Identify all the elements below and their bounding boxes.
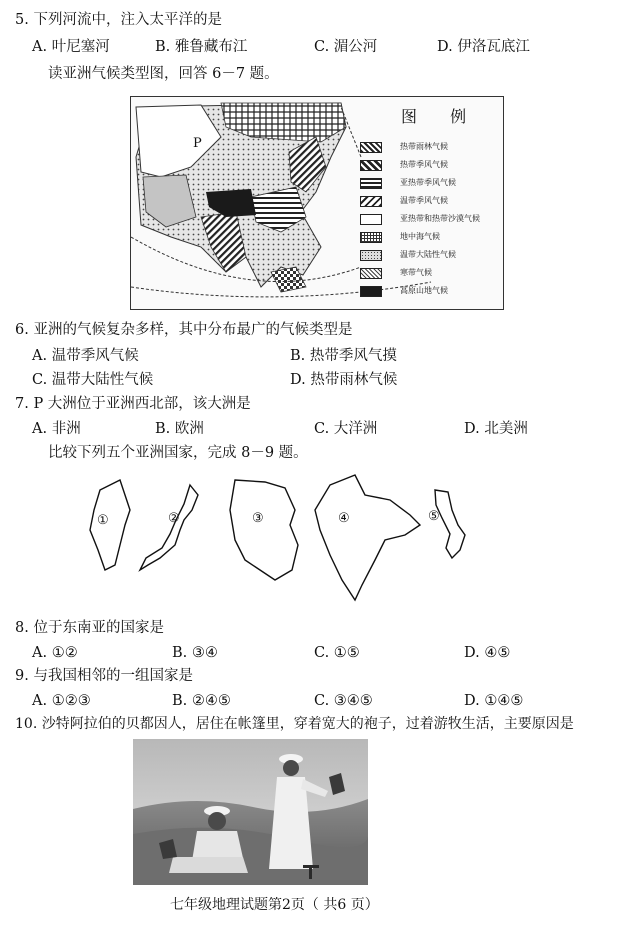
q7-option-c: C. 大洋洲 bbox=[314, 421, 378, 437]
country-label-3: ③ bbox=[252, 511, 264, 526]
legend-label: 热带季风气候 bbox=[400, 160, 448, 169]
country-label-5: ⑤ bbox=[428, 509, 440, 524]
q5-option-c: C. 湄公河 bbox=[314, 39, 378, 55]
bedouin-photo bbox=[133, 739, 368, 885]
q7-option-b: B. 欧洲 bbox=[155, 421, 204, 437]
q6-option-a: A. 温带季风气候 bbox=[32, 348, 139, 364]
q8-option-c: C. ①⑤ bbox=[314, 645, 360, 661]
intro-6-7: 读亚洲气候类型图，回答 6－7 题。 bbox=[48, 66, 279, 82]
q6-option-b: B. 热带季风气摸 bbox=[290, 348, 397, 364]
legend-label: 热带雨林气候 bbox=[400, 142, 448, 151]
q5-option-d: D. 伊洛瓦底江 bbox=[437, 39, 530, 55]
legend-swatch bbox=[360, 196, 382, 207]
country-outline-4 bbox=[315, 475, 420, 600]
legend-label: 亚热带季风气候 bbox=[400, 178, 456, 187]
q5-option-b: B. 雅鲁藏布江 bbox=[155, 39, 248, 55]
legend-label: 温带季风气候 bbox=[400, 196, 448, 205]
country-outlines bbox=[80, 470, 480, 610]
country-outline-5 bbox=[435, 490, 465, 558]
q8-option-b: B. ③④ bbox=[172, 645, 218, 661]
q10-stem: 10. 沙特阿拉伯的贝都因人，居住在帐篷里，穿着宽大的袍子，过着游牧生活，主要原因是 bbox=[15, 716, 574, 732]
legend-swatch bbox=[360, 232, 382, 243]
country-outline-1 bbox=[90, 480, 130, 570]
q6-option-d: D. 热带雨林气候 bbox=[290, 372, 398, 388]
bedouin-photo-graphic bbox=[133, 739, 368, 885]
legend-label: 温带大陆性气候 bbox=[400, 250, 456, 259]
q8-stem: 8. 位于东南亚的国家是 bbox=[15, 620, 164, 636]
legend-swatch bbox=[360, 178, 382, 189]
legend-swatch bbox=[360, 214, 382, 225]
q5-stem: 5. 下列河流中，注入太平洋的是 bbox=[15, 12, 222, 28]
legend-label: 寒带气候 bbox=[400, 268, 432, 277]
q9-stem: 9. 与我国相邻的一组国家是 bbox=[15, 668, 193, 684]
map-legend-title: 图 例 bbox=[401, 107, 481, 126]
q8-option-d: D. ④⑤ bbox=[464, 645, 511, 661]
map-label-p: P bbox=[193, 136, 202, 151]
q9-option-b: B. ②④⑤ bbox=[172, 693, 231, 709]
legend-swatch bbox=[360, 250, 382, 261]
legend-swatch bbox=[360, 286, 382, 297]
q5-option-a: A. 叶尼塞河 bbox=[32, 39, 110, 55]
intro-8-9: 比较下列五个亚洲国家，完成 8－9 题。 bbox=[48, 445, 308, 461]
legend-label: 亚热带和热带沙漠气候 bbox=[400, 214, 480, 223]
country-outline-3 bbox=[230, 480, 298, 580]
legend-label: 高原山地气候 bbox=[400, 286, 448, 295]
legend-label: 地中海气候 bbox=[400, 232, 440, 241]
q8-option-a: A. ①② bbox=[32, 645, 78, 661]
q9-option-c: C. ③④⑤ bbox=[314, 693, 373, 709]
q6-stem: 6. 亚洲的气候复杂多样，其中分布最广的气候类型是 bbox=[15, 322, 353, 338]
page-footer: 七年级地理试题第2页（ 共6 页） bbox=[170, 897, 379, 913]
q7-option-a: A. 非洲 bbox=[32, 421, 81, 437]
country-label-2: ② bbox=[168, 511, 180, 526]
legend-swatch bbox=[360, 268, 382, 279]
legend-swatch bbox=[360, 160, 382, 171]
q9-option-a: A. ①②③ bbox=[32, 693, 91, 709]
q7-stem: 7. P 大洲位于亚洲西北部，该大洲是 bbox=[15, 396, 251, 412]
q9-option-d: D. ①④⑤ bbox=[464, 693, 524, 709]
country-label-4: ④ bbox=[338, 511, 350, 526]
q6-option-c: C. 温带大陆性气候 bbox=[32, 372, 154, 388]
q7-option-d: D. 北美洲 bbox=[464, 421, 528, 437]
country-label-1: ① bbox=[97, 513, 109, 528]
country-outline-2 bbox=[140, 485, 198, 570]
legend-swatch bbox=[360, 142, 382, 153]
